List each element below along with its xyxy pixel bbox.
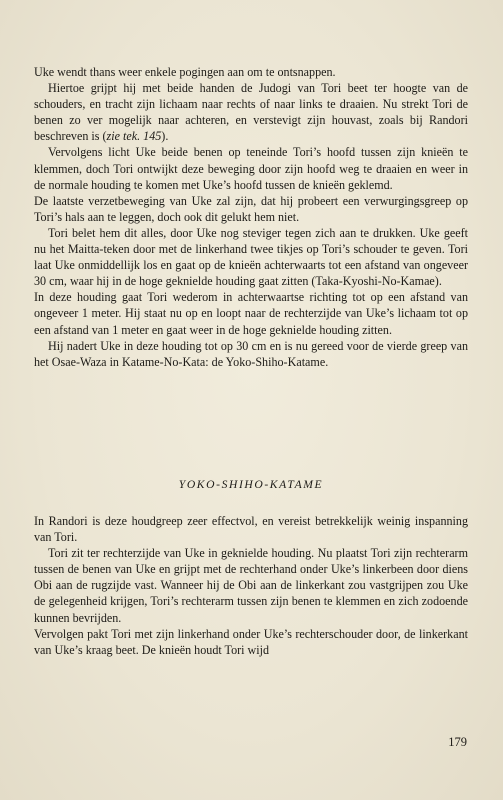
paragraph-2 — [34, 80, 468, 144]
paragraph-4: De laatste verzetbeweging van Uke zal zijn, dat hij probeert een verwurgingsgreep op Tori’s hals aan te leggen, doch ook dit gelukt hem niet. — [34, 193, 468, 224]
paragraph-3: Vervolgens licht Uke beide benen op teneinde Tori’s hoofd tussen zijn knieën te klemmen, doch Tori ontwijkt deze beweging door zijn hoofd weg te draaien en weer in de normale houding te komen met Uke’s hoofd tussen de knieën geklemd. — [34, 145, 468, 192]
paragraph-7: Hij nadert Uke in deze houding tot op 30 cm en is nu gereed voor de vierde greep van het Osae-Waza in Katame-No-Kata: de Yoko-Shiho-Katame. — [34, 338, 468, 369]
body-text-top — [34, 64, 468, 370]
paragraph-6: In deze houding gaat Tori wederom in achterwaartse richting tot op een afstand van ongeveer 1 meter. Hij staat nu op en loopt naar de rechterzijde van Uke’s lichaam tot op een afstand van 1 meter en gaat weer in de hoge geknielde houding zitten. — [34, 290, 468, 337]
figure-reference: zie tek. 145 — [106, 129, 162, 144]
paragraph-1: Uke wendt thans weer enkele pogingen aan om te ontsnappen. — [34, 65, 336, 79]
page-number: 179 — [448, 735, 467, 749]
section-heading: YOKO-SHIHO-KATAME — [178, 478, 324, 491]
paragraph-5: Tori belet hem dit alles, door Uke nog steviger tegen zich aan te drukken. Uke geeft nu het Maitta-teken door met de linkerhand twee tikjes op Tori’s schouder te geven. Tori laat Uke onmiddellijk los en gaat op de knieën achterwaarts tot een afstand van ongeveer 30 cm, waar hij in de hoge geknielde houding gaat zitten (Taka-Kyoshi-No-Kamae). — [34, 225, 468, 289]
paragraph-9: Tori zit ter rechterzijde van Uke in geknielde houding. Nu plaatst Tori zijn rechterarm tussen de benen van Uke en grijpt met de rechterhand onder Uke’s linkerbeen door diens Obi aan de rugzijde vast. Wanneer hij de Obi aan de linkerkant zou vastgrijpen zou Uke de gelegenheid krijgen, Tori’s rechterarm tussen zijn benen te klemmen en zich zodoende kunnen bevrijden. — [34, 546, 468, 625]
paragraph-2-text: Hiertoe grijpt hij met beide handen de Judogi van Tori beet ter hoogte van de schouders, en tracht zijn lichaam naar rechts of naar links te draaien. Nu strekt Tori de benen zo ver mogelijk naar achteren, en verstevigt zijn houvast, zoals bij Randori beschreven is ( — [34, 81, 468, 144]
paragraph-8: In Randori is deze houdgreep zeer effectvol, en vereist betrekkelijk weinig inspanning van Tori. — [34, 514, 468, 545]
paragraph-10: Vervolgen pakt Tori met zijn linkerhand onder Uke’s rechterschouder door, de linkerkant van Uke’s kraag beet. De knieën houdt Tori wijd — [34, 626, 468, 657]
paragraph-2-tail: ). — [161, 129, 169, 144]
body-text-bottom — [34, 513, 468, 658]
